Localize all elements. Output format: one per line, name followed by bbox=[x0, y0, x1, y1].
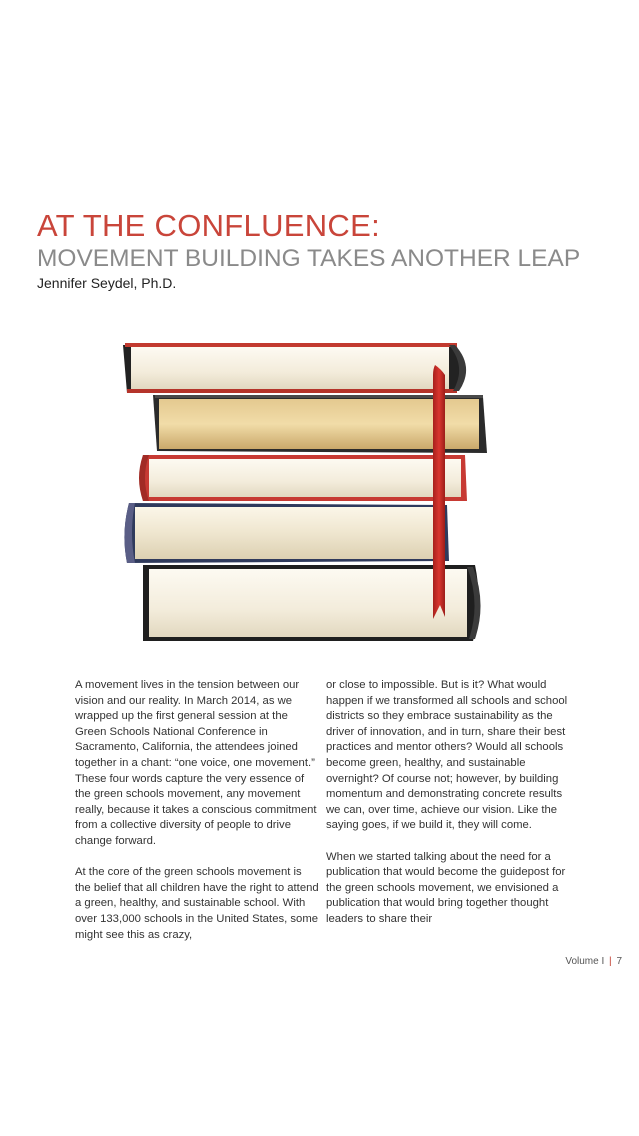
volume-label: Volume I bbox=[565, 956, 605, 967]
author-byline: Jennifer Seydel, Ph.D. bbox=[37, 275, 177, 291]
body-paragraph: A movement lives in the tension between our vision and our reality. In March 2014, as we wrapped up the first general session at the Green Schools National Conference in Sacramento, California, the attendees joined together in a chant: “one voice, one movement.” These four words capture the very essence of the green schools movement, any movement really, because it takes a conscious commitment from a collective diversity of people to drive change forward. bbox=[75, 679, 317, 847]
folio-separator: | bbox=[609, 956, 612, 967]
page-folio bbox=[565, 956, 622, 967]
stack-of-books-image bbox=[115, 335, 500, 650]
body-paragraph: or close to impossible. But is it? What would happen if we transformed all schools and school districts so they embrace sustainability as the driver of innovation, and in turn, share their best practices and mentor others? Would all schools become green, healthy, and sustainable overnight? Of course not; however, by building momentum and demonstrating concrete results we can, over time, achieve our vision. Like the saying goes, if we build it, they will come. bbox=[326, 679, 568, 832]
body-column-left bbox=[75, 678, 320, 959]
body-column-right bbox=[326, 678, 571, 943]
article-subtitle: MOVEMENT BUILDING TAKES ANOTHER LEAP bbox=[37, 245, 581, 272]
body-paragraph: When we started talking about the need for a publication that would become the guidepost for the green schools movement, we envisioned a publication that would bring together thought leaders to share their bbox=[326, 850, 566, 925]
body-paragraph: At the core of the green schools movement is the belief that all children have the right to attend a green, healthy, and sustainable school. With over 133,000 schools in the United States, some might see this as crazy, bbox=[75, 866, 319, 941]
article-title: AT THE CONFLUENCE: bbox=[37, 208, 381, 243]
page-number: 7 bbox=[616, 956, 622, 967]
